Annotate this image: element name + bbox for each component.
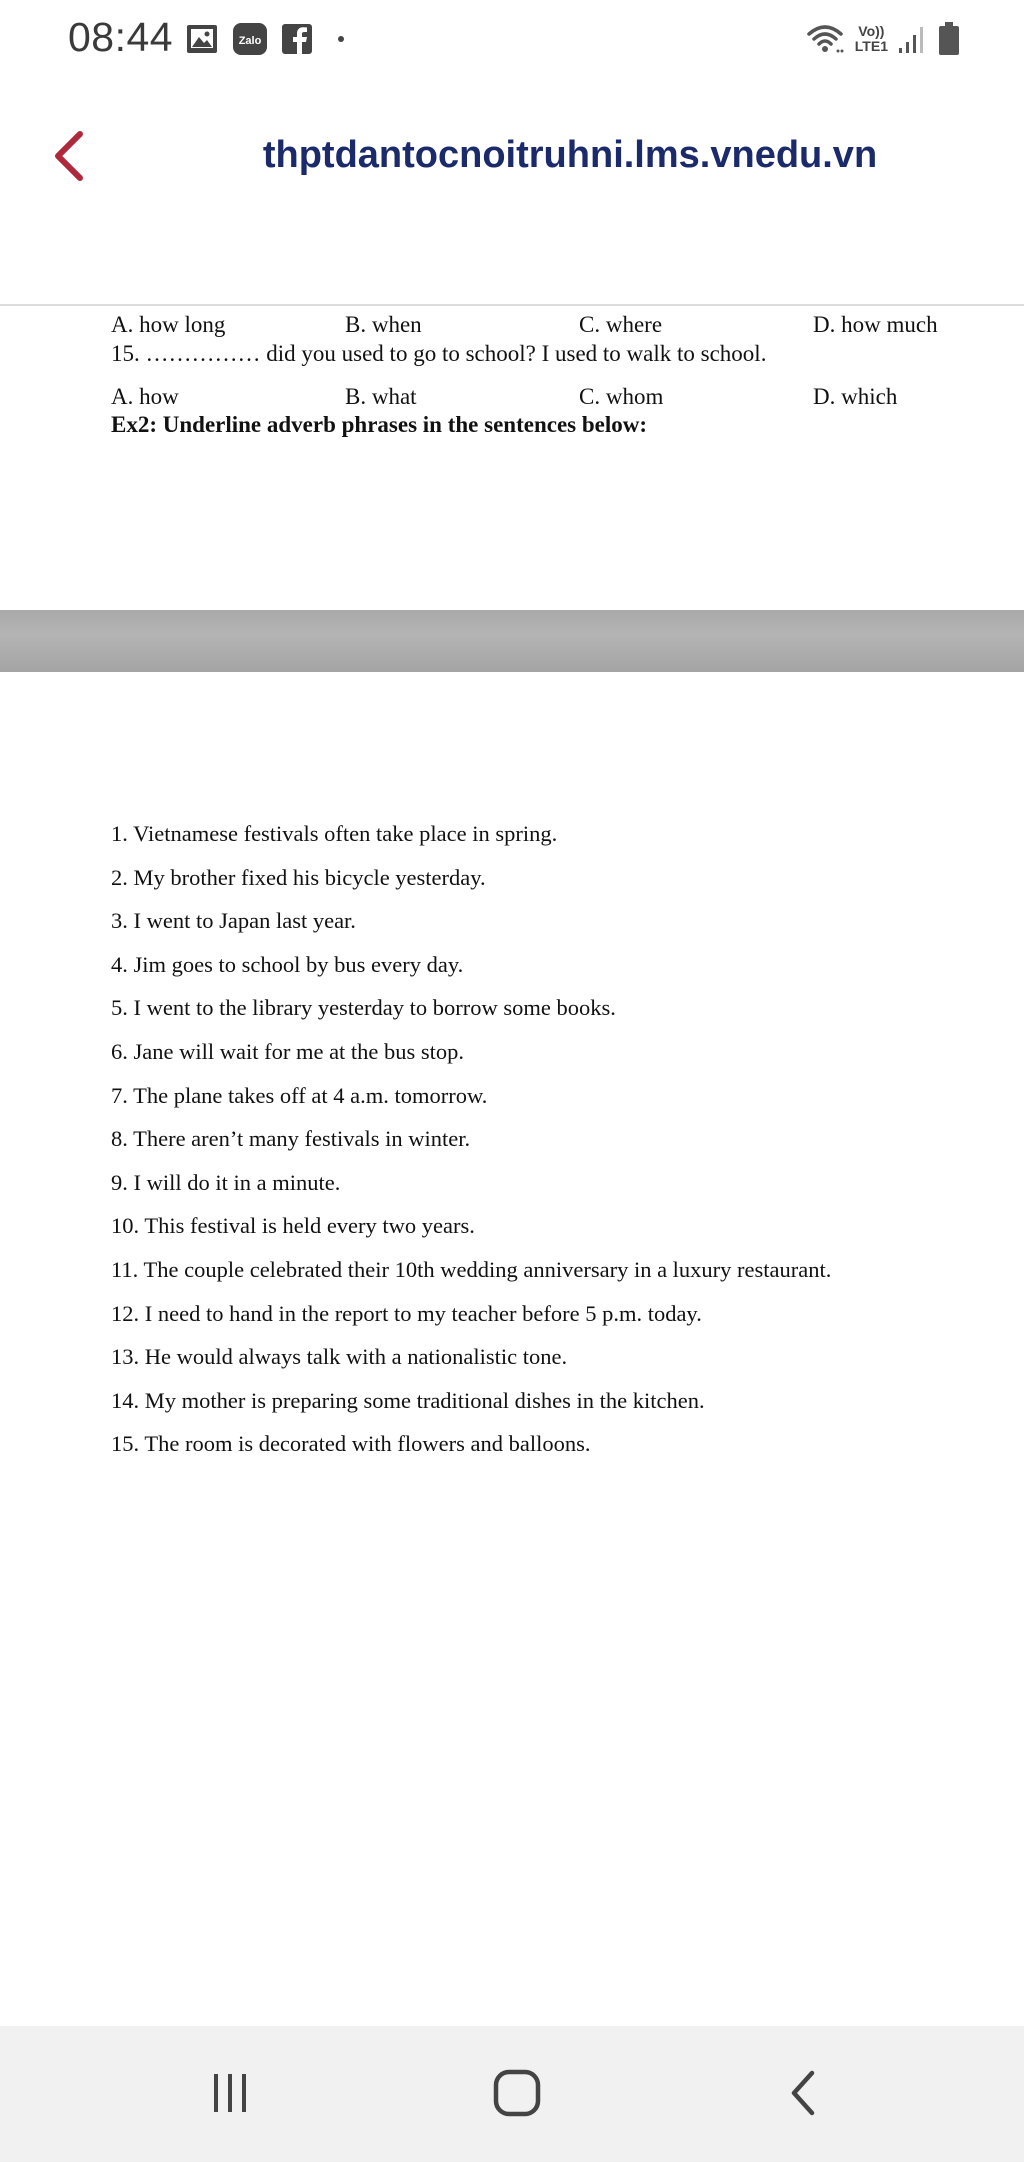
sentence-item: 13. He would always talk with a nationalistic tone. xyxy=(111,1344,568,1370)
sentence-list xyxy=(111,812,831,1466)
page-separator xyxy=(0,610,1024,672)
sentence-item: 7. The plane takes off at 4 a.m. tomorrow. xyxy=(111,1082,488,1108)
sentence-item: 15. The room is decorated with flowers and balloons. xyxy=(111,1431,591,1457)
zalo-icon xyxy=(232,22,268,56)
gallery-icon xyxy=(186,24,218,54)
home-button[interactable] xyxy=(477,2058,557,2128)
notification-icons xyxy=(186,22,344,56)
sentence-item: 10. This festival is held every two years. xyxy=(111,1213,475,1239)
notification-dot-icon xyxy=(338,36,344,42)
option-c: C. where xyxy=(579,312,663,337)
back-button[interactable] xyxy=(46,126,94,186)
option-a: A. how long xyxy=(111,312,226,337)
sentence-item: 8. There aren’t many festivals in winter. xyxy=(111,1126,471,1152)
sentence-item: 1. Vietnamese festivals often take place in spring. xyxy=(111,821,558,846)
lte-label: LTE1 xyxy=(854,38,888,54)
sentence-item: 11. The couple celebrated their 10th wedding anniversary in a luxury restaurant. xyxy=(111,1256,832,1282)
nav-back-button[interactable] xyxy=(764,2058,844,2128)
recent-apps-button[interactable] xyxy=(190,2058,270,2128)
recent-apps-icon xyxy=(206,2069,254,2117)
browser-header xyxy=(0,76,1024,306)
sentence-item: 9. I will do it in a minute. xyxy=(111,1169,341,1195)
volte-lte-icon xyxy=(855,24,888,54)
battery-icon xyxy=(938,22,960,56)
navigation-bar xyxy=(0,2026,1024,2162)
sentence-item: 4. Jim goes to school by bus every day. xyxy=(111,951,464,977)
sentence-item: 5. I went to the library yesterday to borrow some books. xyxy=(111,995,616,1021)
option-d: D. which xyxy=(813,384,898,409)
exercise-heading: Ex2: Underline adverb phrases in the sentences below: xyxy=(111,412,648,437)
question-15: 15. …………… did you used to go to school? I used to walk to school. xyxy=(111,341,767,366)
sentence-item: 6. Jane will wait for me at the bus stop. xyxy=(111,1038,465,1064)
home-icon xyxy=(491,2067,543,2119)
sentence-item: 12. I need to hand in the report to my teacher before 5 p.m. today. xyxy=(111,1300,702,1326)
q15-options xyxy=(111,384,991,414)
option-d: D. how much xyxy=(813,312,938,337)
back-icon xyxy=(780,2067,828,2119)
system-icons xyxy=(805,18,960,60)
facebook-icon xyxy=(282,24,312,54)
option-b: B. what xyxy=(345,384,417,409)
wifi-icon xyxy=(805,22,845,56)
option-c: C. whom xyxy=(579,384,664,409)
q14-options xyxy=(111,312,991,342)
sentence-item: 14. My mother is preparing some traditional dishes in the kitchen. xyxy=(111,1387,705,1413)
document-page-top xyxy=(0,306,1024,610)
page-title: thptdantocnoitruhni.lms.vnedu.vn xyxy=(262,134,878,176)
option-b: B. when xyxy=(345,312,422,337)
status-bar xyxy=(0,0,1024,76)
status-time: 08:44 xyxy=(68,14,174,60)
document-page-bottom xyxy=(0,672,1024,2026)
sentence-item: 2. My brother fixed his bicycle yesterday. xyxy=(111,864,486,890)
zalo-label: Zalo xyxy=(238,35,262,47)
chevron-left-icon xyxy=(46,126,94,186)
option-a: A. how xyxy=(111,384,179,409)
sentence-item: 3. I went to Japan last year. xyxy=(111,908,356,934)
signal-icon xyxy=(898,24,928,54)
volte-label: Vo)) xyxy=(858,23,885,39)
